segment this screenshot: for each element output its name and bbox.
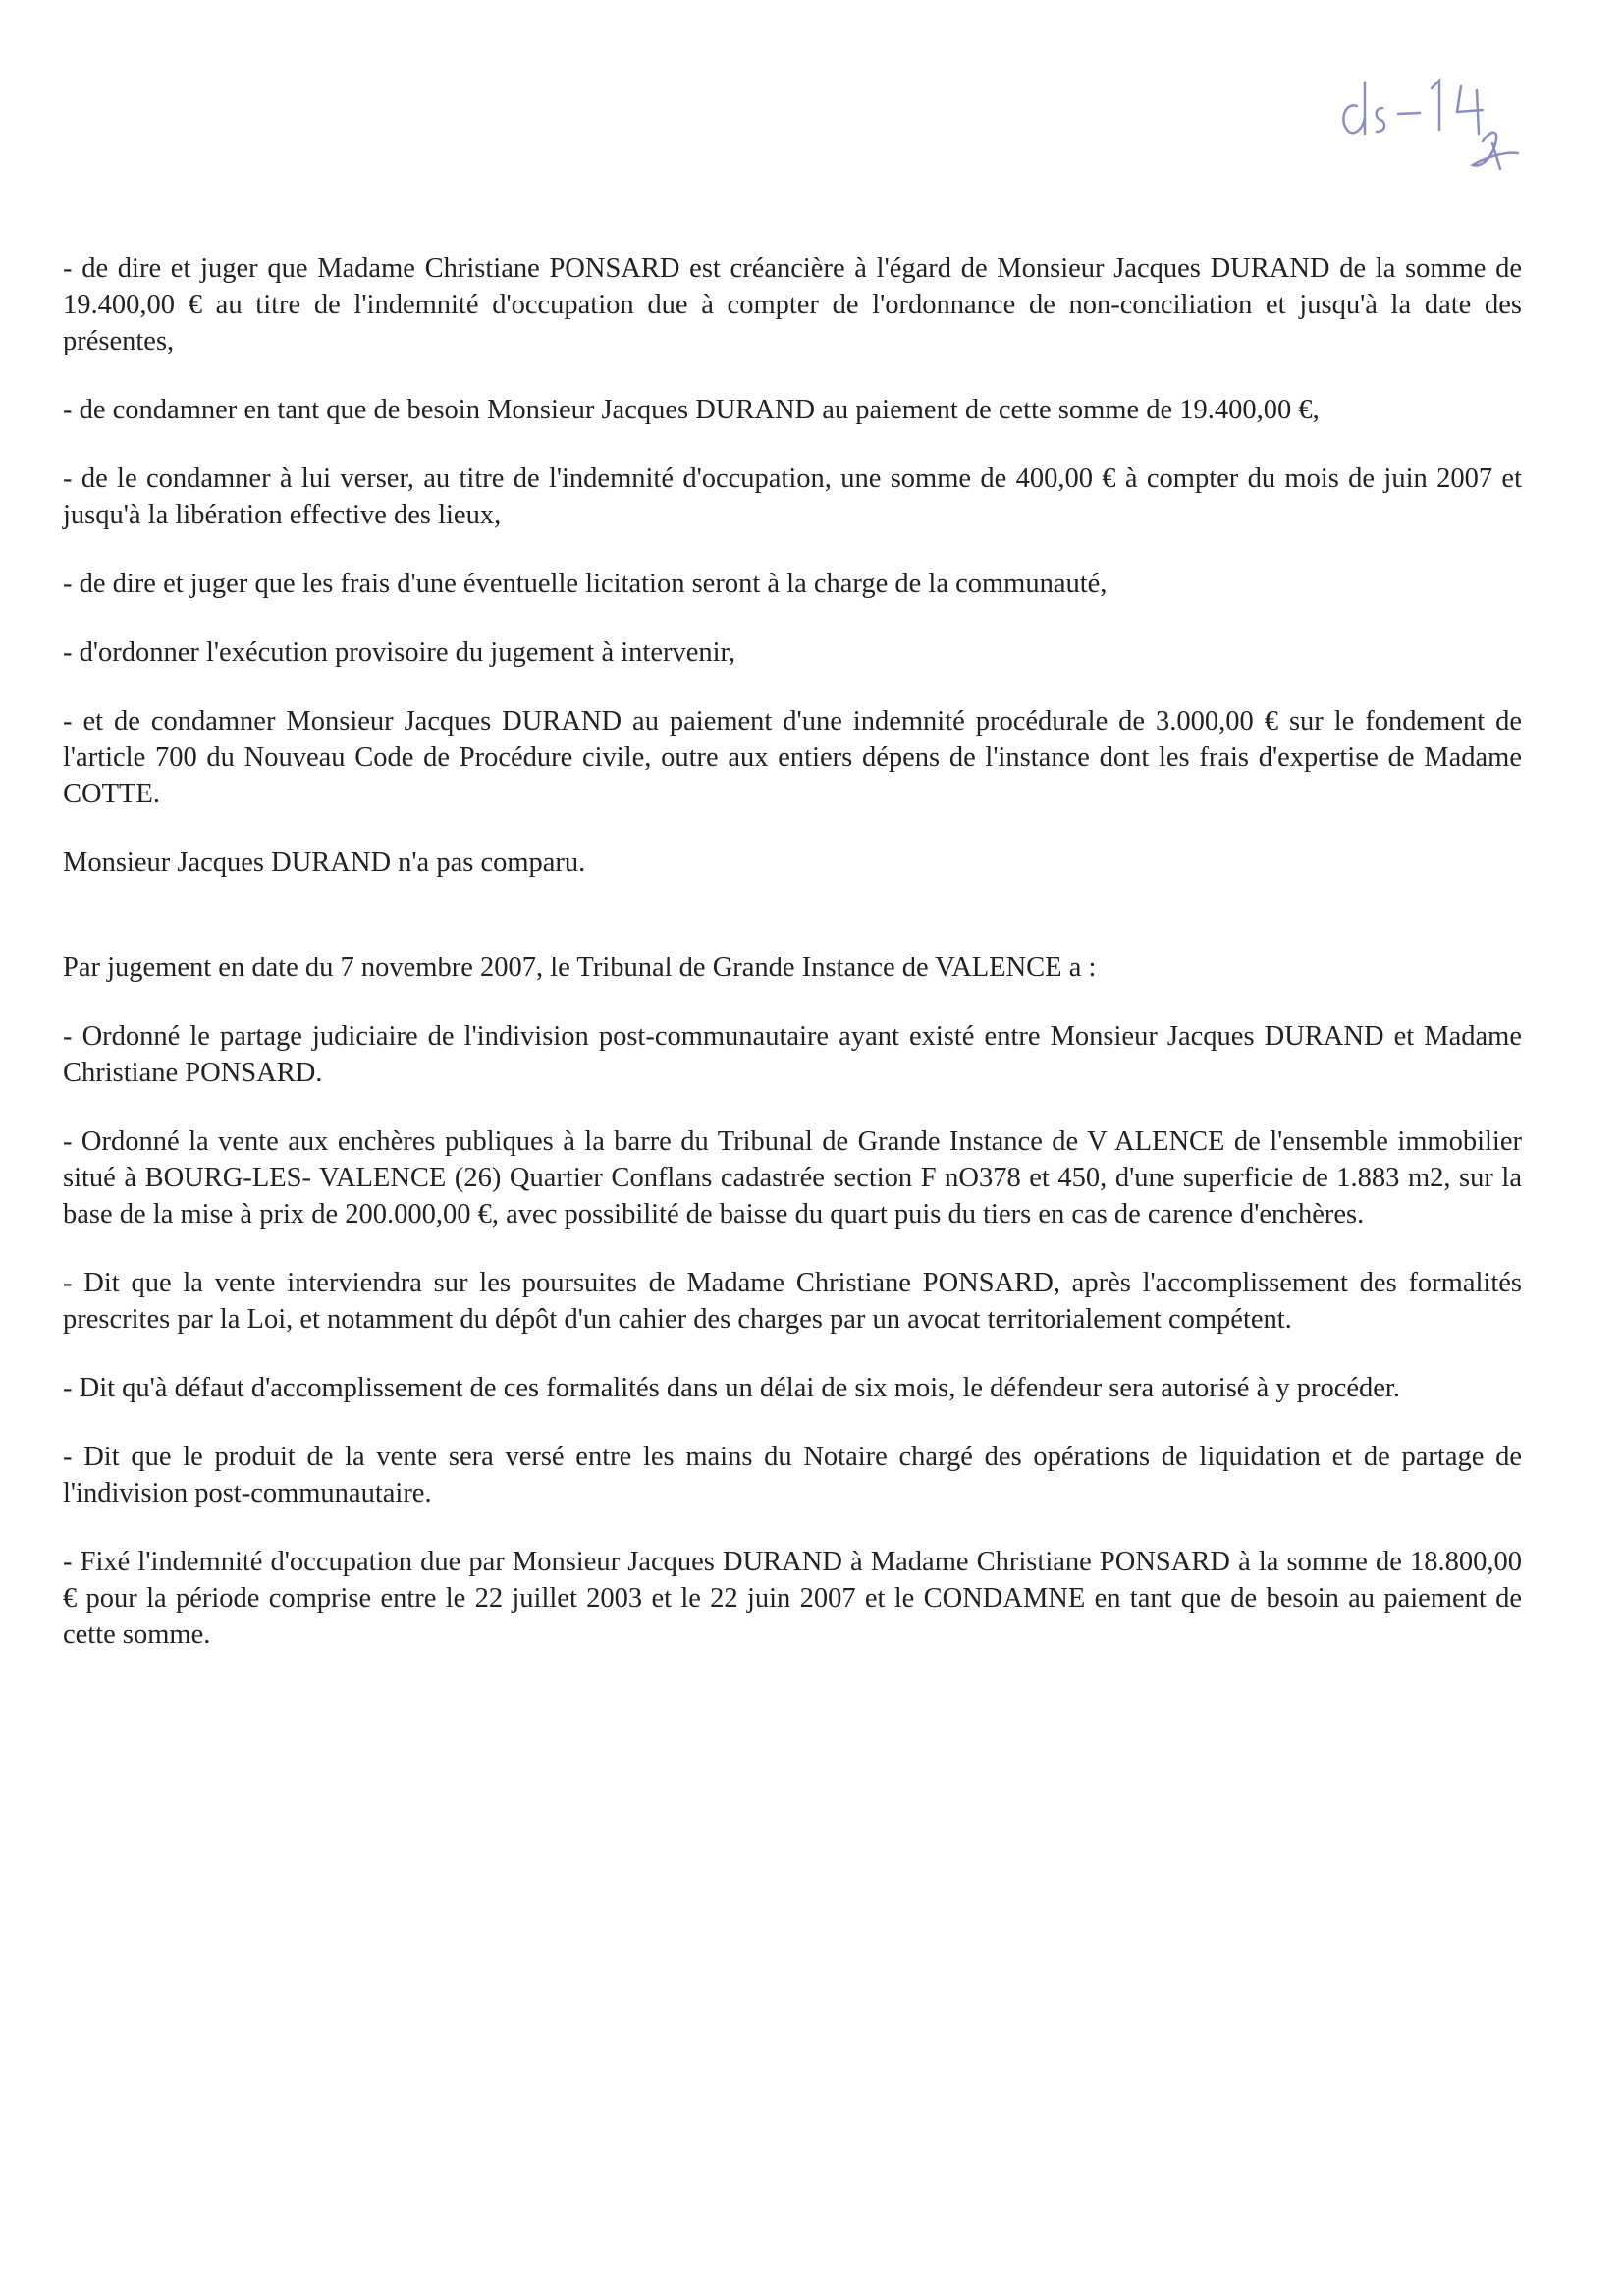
paragraph-frais-licitation: - de dire et juger que les frais d'une éventuelle licitation seront à la charge de la communauté, (63, 569, 1108, 599)
paragraph-creance: - de dire et juger que Madame Christiane PONSARD est créancière à l'égard de Monsieur Jacques DURAND de la somme de 19.400,00 € au titre de l'indemnité d'occupation due à compter de l'ordonnance de non-conciliation et jusqu'à la date des présentes, (63, 253, 1522, 356)
paragraph-non-comparution: Monsieur Jacques DURAND n'a pas comparu. (63, 847, 586, 878)
document-body (63, 250, 1522, 1685)
paragraph-produit-vente: - Dit que le produit de la vente sera versé entre les mains du Notaire chargé des opérations de liquidation et de partage de l'indivision post-communautaire. (63, 1442, 1522, 1508)
paragraph-defaut-accomplissement: - Dit qu'à défaut d'accomplissement de ces formalités dans un délai de six mois, le défendeur sera autorisé à y procéder. (63, 1373, 1400, 1403)
paragraph-partage-judiciaire: - Ordonné le partage judiciaire de l'indivision post-communautaire ayant existé entre Monsieur Jacques DURAND et Madame Christiane PONSARD. (63, 1021, 1522, 1088)
paragraph-jugement-intro: Par jugement en date du 7 novembre 2007, le Tribunal de Grande Instance de VALENCE a : (63, 953, 1097, 983)
paragraph-fixe-indemnite: - Fixé l'indemnité d'occupation due par Monsieur Jacques DURAND à Madame Christiane PONSARD à la somme de 18.800,00 € pour la période comprise entre le 22 juillet 2003 et le 22 juin 2007 et le CONDAMNE en tant que de besoin au paiement de cette somme. (63, 1547, 1522, 1650)
handwritten-mark-icon (1335, 69, 1532, 177)
paragraph-condamner-paiement: - de condamner en tant que de besoin Monsieur Jacques DURAND au paiement de cette somme de 19.400,00 €, (63, 395, 1320, 425)
paragraph-vente-encheres: - Ordonné la vente aux enchères publiques à la barre du Tribunal de Grande Instance de V ALENCE de l'ensemble immobilier situé à BOURG-LES- VALENCE (26) Quartier Conflans cadastrée section F nO378 et 450, d'une superficie de 1.883 m2, sur la base de la mise à prix de 200.000,00 €, avec possibilité de baisse du quart puis du tiers en cas de carence d'enchères. (63, 1126, 1522, 1230)
paragraph-execution-provisoire: - d'ordonner l'exécution provisoire du jugement à intervenir, (63, 637, 736, 668)
paragraph-indemnite-procedurale: - et de condamner Monsieur Jacques DURAND au paiement d'une indemnité procédurale de 3.000,00 € sur le fondement de l'article 700 du Nouveau Code de Procédure civile, outre aux entiers dépens de l'instance dont les frais d'expertise de Madame COTTE. (63, 706, 1522, 809)
paragraph-indemnite-occupation: - de le condamner à lui verser, au titre de l'indemnité d'occupation, une somme de 400,00 € à compter du mois de juin 2007 et jusqu'à la libération effective des lieux, (63, 464, 1522, 530)
handwritten-annotation (1335, 69, 1532, 177)
paragraph-poursuites: - Dit que la vente interviendra sur les poursuites de Madame Christiane PONSARD, après l'accomplissement des formalités prescrites par la Loi, et notamment du dépôt d'un cahier des charges par un avocat territorialement compétent. (63, 1268, 1522, 1335)
